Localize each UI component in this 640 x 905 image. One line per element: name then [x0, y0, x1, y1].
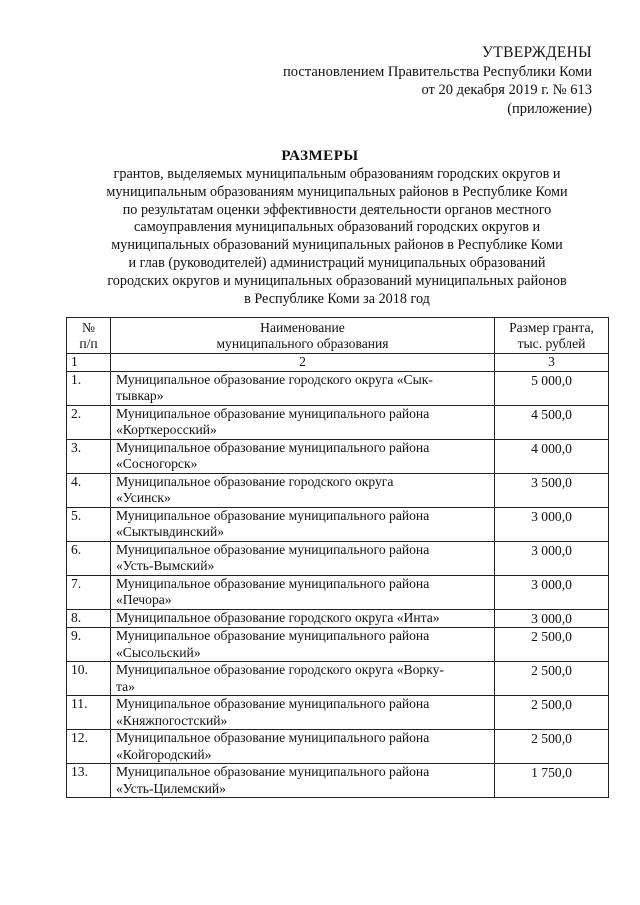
row-number: 6. — [67, 541, 111, 575]
municipality-name-line1: Муниципальное образование муниципального района — [116, 628, 430, 643]
approval-appendix-note: (приложение) — [507, 100, 592, 117]
header-name-line1: Наименование — [260, 319, 345, 335]
row-number: 7. — [67, 575, 111, 609]
municipality-name-line2: «Сысольский» — [116, 644, 201, 660]
table-row — [67, 730, 609, 764]
municipality-name — [111, 575, 495, 609]
document-title: РАЗМЕРЫ — [281, 148, 359, 164]
row-number: 9. — [67, 628, 111, 662]
municipality-name-line1: Муниципальное образование городского округа «Инта» — [116, 609, 440, 625]
grant-amount: 2 500,0 — [495, 628, 609, 662]
table-row — [67, 575, 609, 609]
row-number: 13. — [67, 764, 111, 798]
municipality-name — [111, 609, 495, 628]
table-row — [67, 696, 609, 730]
subtitle-line: самоуправления муниципальных образований городских округов и — [133, 219, 541, 236]
municipality-name-line1: Муниципальное образование муниципального района — [116, 405, 430, 421]
grant-amount: 4 500,0 — [495, 405, 609, 439]
municipality-name — [111, 473, 495, 507]
municipality-name — [111, 371, 495, 405]
table-row — [67, 473, 609, 507]
municipality-name-line2: «Печора» — [116, 592, 172, 607]
municipality-name-line1: Муниципальное образование муниципального района — [116, 439, 430, 455]
header-number-line2: п/п — [79, 336, 98, 351]
municipality-name-line1: Муниципальное образование городского округа «Ворку- — [116, 662, 444, 677]
subtitle-line: и глав (руководителей) администраций муниципальных образований — [128, 254, 546, 271]
grant-amount: 3 000,0 — [495, 507, 609, 541]
column-number: 3 — [495, 354, 609, 372]
table-row — [67, 439, 609, 473]
municipality-name — [111, 628, 495, 662]
column-number: 1 — [67, 354, 111, 372]
header-name-line2: муниципального образования — [216, 336, 389, 351]
table-row — [67, 609, 609, 628]
column-number-row — [67, 354, 609, 372]
municipality-name — [111, 541, 495, 575]
grant-amount: 2 500,0 — [495, 730, 609, 764]
subtitle-line: по результатам оценки эффективности деятельности органов местного — [122, 201, 552, 218]
approval-date: от 20 декабря 2019 г. № 613 — [421, 82, 592, 98]
municipality-name-line2: «Усть-Вымский» — [116, 558, 215, 573]
grant-amount: 2 500,0 — [495, 662, 609, 696]
municipality-name-line2: «Усть-Цилемский» — [116, 780, 226, 796]
header-grant-size — [495, 318, 609, 354]
table-row — [67, 764, 609, 798]
grant-amount: 2 500,0 — [495, 696, 609, 730]
grant-amount: 3 000,0 — [495, 541, 609, 575]
row-number: 12. — [67, 730, 111, 764]
row-number: 3. — [67, 439, 111, 473]
grant-amount: 3 500,0 — [495, 473, 609, 507]
municipality-name-line2: «Усинск» — [116, 490, 171, 505]
approval-block — [283, 44, 592, 118]
municipality-name-line2: та» — [116, 678, 135, 694]
row-number: 11. — [67, 696, 111, 730]
row-number: 10. — [67, 662, 111, 696]
grant-amount: 3 000,0 — [495, 575, 609, 609]
municipality-name-line2: «Сосногорск» — [116, 456, 198, 471]
municipality-name-line2: «Койгородский» — [116, 746, 212, 762]
table-row — [67, 628, 609, 662]
table-row — [67, 405, 609, 439]
municipality-name-line1: Муниципальное образование городского округа «Сык- — [116, 371, 433, 387]
municipality-name-line1: Муниципальное образование муниципального района — [116, 541, 430, 557]
municipality-name — [111, 696, 495, 730]
header-size-line2: тыс. рублей — [517, 336, 586, 351]
approval-decree: постановлением Правительства Республики Коми — [283, 63, 592, 80]
municipality-name-line1: Муниципальное образование муниципального района — [116, 696, 430, 711]
municipality-name-line1: Муниципальное образование городского округа — [116, 473, 394, 489]
municipality-name-line1: Муниципальное образование муниципального района — [116, 764, 430, 779]
grant-amount: 4 000,0 — [495, 439, 609, 473]
header-number-line1: № — [82, 319, 95, 335]
municipality-name — [111, 439, 495, 473]
municipality-name-line1: Муниципальное образование муниципального района — [116, 575, 430, 591]
subtitle-line: городских округов и муниципальных образований муниципальных районов — [107, 272, 567, 289]
subtitle-line: в Республике Коми за 2018 год — [244, 290, 430, 307]
table-row — [67, 662, 609, 696]
subtitle-line: муниципальных образований муниципальных районов в Республике Коми — [111, 237, 563, 254]
municipality-name — [111, 507, 495, 541]
grants-table — [66, 317, 609, 798]
grant-amount: 3 000,0 — [495, 609, 609, 628]
header-name — [111, 318, 495, 354]
column-number: 2 — [111, 354, 495, 372]
municipality-name — [111, 405, 495, 439]
grant-amount: 5 000,0 — [495, 371, 609, 405]
municipality-name-line2: «Сыктывдинский» — [116, 524, 225, 539]
municipality-name-line1: Муниципальное образование муниципального района — [116, 507, 430, 523]
row-number: 1. — [67, 371, 111, 405]
row-number: 4. — [67, 473, 111, 507]
municipality-name-line2: «Корткеросский» — [116, 422, 217, 437]
header-size-line1: Размер гранта, — [509, 319, 594, 335]
row-number: 5. — [67, 507, 111, 541]
table-row — [67, 507, 609, 541]
municipality-name — [111, 730, 495, 764]
subtitle-line: грантов, выделяемых муниципальным образованиям городских округов и — [113, 166, 561, 182]
municipality-name-line2: тывкар» — [116, 388, 164, 403]
municipality-name — [111, 662, 495, 696]
municipality-name-line1: Муниципальное образование муниципального района — [116, 730, 430, 745]
municipality-name-line2: «Княжпогостский» — [116, 712, 228, 728]
table-row — [67, 541, 609, 575]
table-row — [67, 371, 609, 405]
table-header-row — [67, 318, 609, 354]
row-number: 2. — [67, 405, 111, 439]
subtitle-line: муниципальным образованиям муниципальных районов в Республике Коми — [106, 183, 568, 200]
row-number: 8. — [67, 609, 111, 628]
document-subtitle — [72, 166, 602, 308]
header-number — [67, 318, 111, 354]
grant-amount: 1 750,0 — [495, 764, 609, 798]
municipality-name — [111, 764, 495, 798]
approval-heading: УТВЕРЖДЕНЫ — [482, 44, 592, 61]
